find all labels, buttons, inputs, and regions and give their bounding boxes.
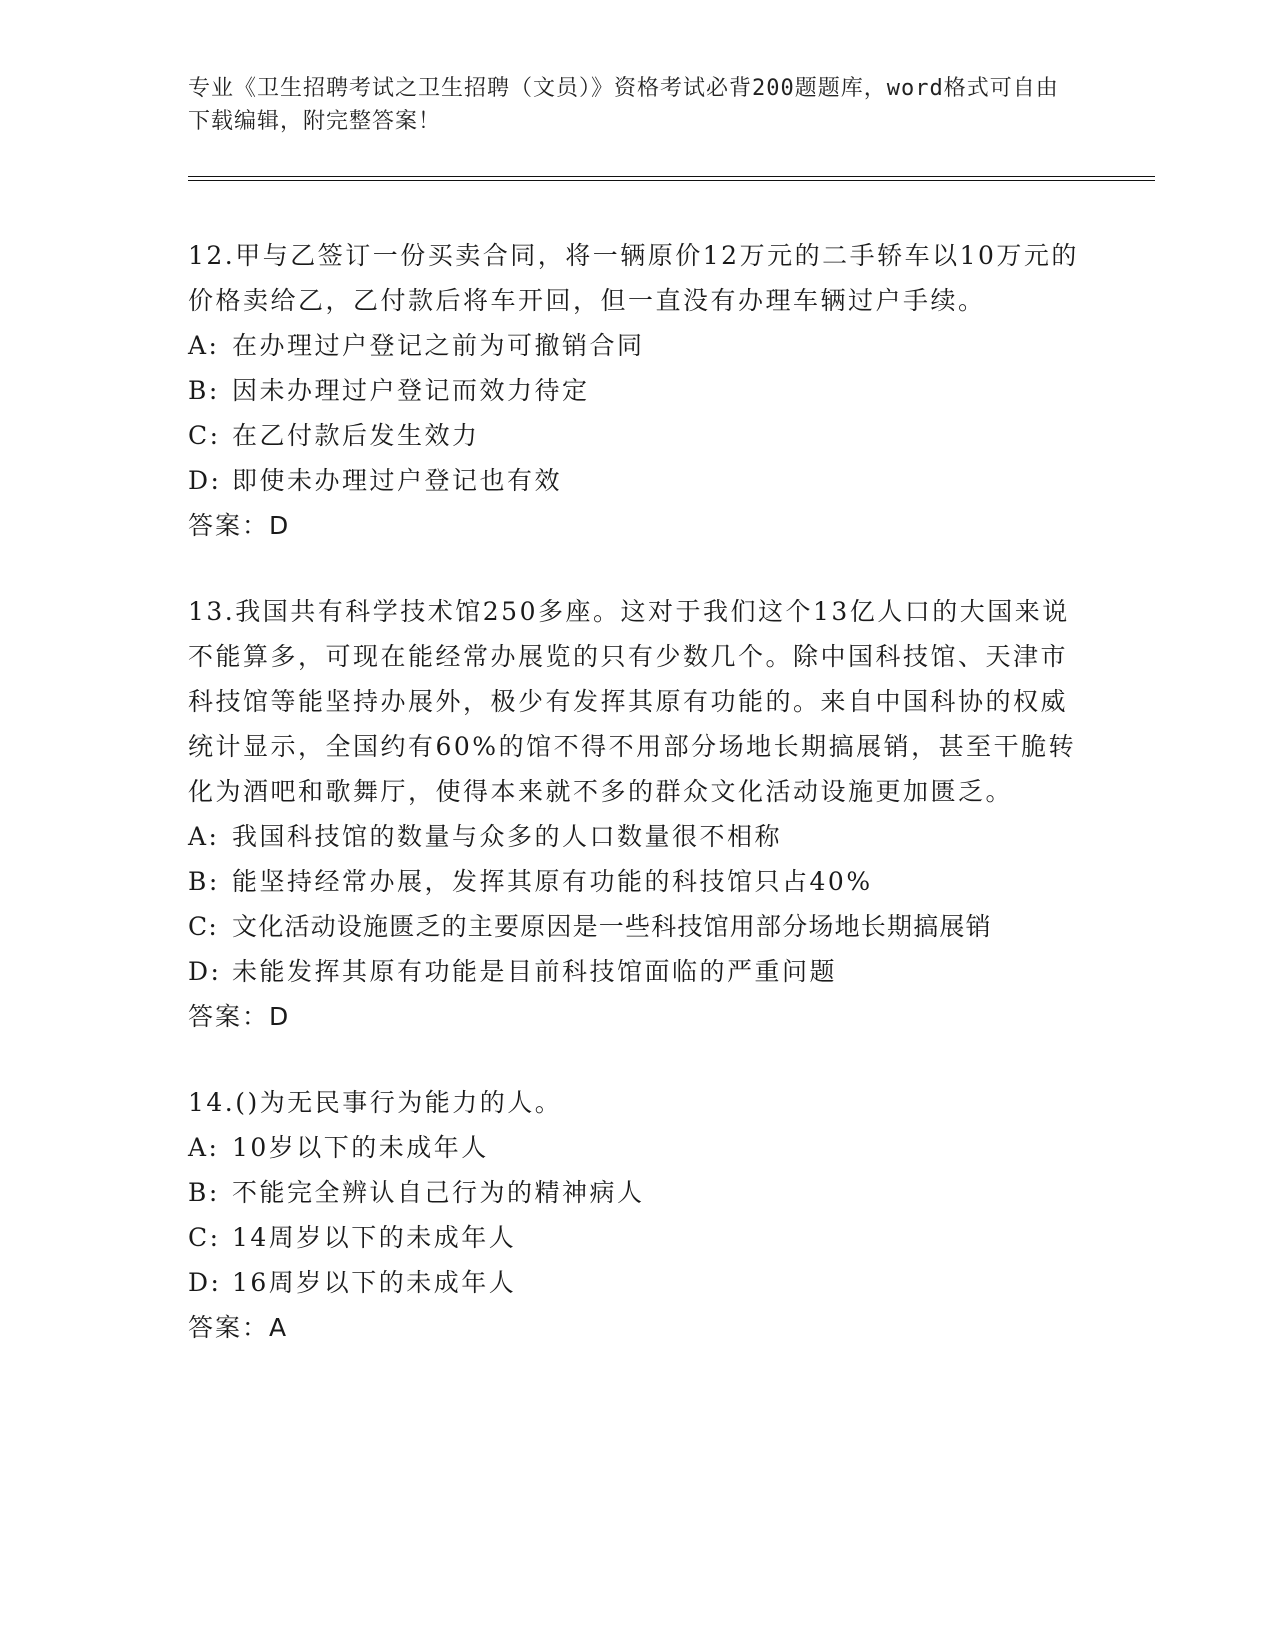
option-c <box>188 904 1088 949</box>
option-text: 能坚持经常办展，发挥其原有功能的科技馆只占40% <box>232 867 873 896</box>
option-letter: D: <box>188 957 222 986</box>
option-letter: B: <box>188 1178 220 1207</box>
option-text: 文化活动设施匮乏的主要原因是一些科技馆用部分场地长期搞展销 <box>232 912 992 941</box>
option-letter: B: <box>188 867 220 896</box>
option-text: 在乙付款后发生效力 <box>232 421 480 450</box>
option-letter: A: <box>188 1133 220 1162</box>
option-b <box>188 368 1088 413</box>
header-text: 专业《卫生招聘考试之卫生招聘（文员）》资格考试必背200题题库，word格式可自由下载编辑，附完整答案！ <box>188 76 1059 134</box>
option-letter: C: <box>188 912 218 941</box>
option-text: 16周岁以下的未成年人 <box>232 1268 517 1297</box>
option-text: 因未办理过户登记而效力待定 <box>232 376 590 405</box>
option-b <box>188 859 1088 904</box>
option-letter: A: <box>188 331 220 360</box>
question-list <box>188 233 1088 1391</box>
question-stem: 13.我国共有科学技术馆250多座。这对于我们这个13亿人口的大国来说不能算多，可现在能经常办展览的只有少数几个。除中国科技馆、天津市科技馆等能坚持办展外，极少有发挥其原有功能的。来自中国科协的权威统计显示，全国约有60%的馆不得不用部分场地长期搞展销，甚至干脆转化为酒吧和歌舞厅，使得本来就不多的群众文化活动设施更加匮乏。 <box>188 597 1077 806</box>
option-a <box>188 814 1088 859</box>
option-letter: C: <box>188 1223 221 1252</box>
document-header <box>188 72 1068 138</box>
option-d <box>188 1260 1088 1305</box>
option-text: 在办理过户登记之前为可撤销合同 <box>232 331 645 360</box>
option-b <box>188 1170 1088 1215</box>
option-d <box>188 949 1088 994</box>
question-stem: 14.()为无民事行为能力的人。 <box>188 1088 563 1117</box>
question-12 <box>188 233 1088 548</box>
option-text: 不能完全辨认自己行为的精神病人 <box>232 1178 645 1207</box>
option-letter: D: <box>188 1268 222 1297</box>
option-d <box>188 458 1088 503</box>
answer-label: 答案：D <box>188 1002 291 1031</box>
answer-label: 答案：D <box>188 511 291 540</box>
option-text: 我国科技馆的数量与众多的人口数量很不相称 <box>232 822 783 851</box>
option-letter: A: <box>188 822 220 851</box>
header-divider <box>188 176 1155 181</box>
option-letter: D: <box>188 466 222 495</box>
option-a <box>188 323 1088 368</box>
option-c <box>188 413 1088 458</box>
question-13 <box>188 589 1088 1039</box>
option-letter: C: <box>188 421 221 450</box>
question-14 <box>188 1080 1088 1350</box>
option-letter: B: <box>188 376 220 405</box>
question-stem: 12.甲与乙签订一份买卖合同，将一辆原价12万元的二手轿车以10万元的价格卖给乙，乙付款后将车开回，但一直没有办理车辆过户手续。 <box>188 241 1079 315</box>
option-text: 即使未办理过户登记也有效 <box>232 466 563 495</box>
option-a <box>188 1125 1088 1170</box>
answer-label: 答案：A <box>188 1313 289 1342</box>
option-text: 14周岁以下的未成年人 <box>232 1223 517 1252</box>
option-text: 10岁以下的未成年人 <box>232 1133 489 1162</box>
option-c <box>188 1215 1088 1260</box>
option-text: 未能发挥其原有功能是目前科技馆面临的严重问题 <box>232 957 838 986</box>
